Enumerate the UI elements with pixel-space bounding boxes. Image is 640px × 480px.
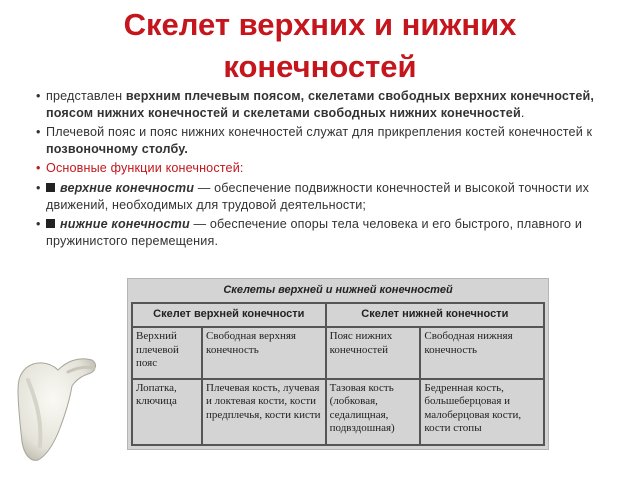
bullet-lower-limbs: • нижние конечности — обеспечение опоры тела человека и его быстрого, плавного и пружинистого перемещения. [36,217,583,248]
bullet-composition: • представлен верхним плечевым поясом, скелетами свободных верхних конечностей, поясом нижних конечностей и скелетами свободных нижних конечностей. [36,89,595,120]
table-cell: Тазовая кость (лобковая, седалищная, подвздошная) [326,379,421,445]
bullet-dot-icon: • [36,125,41,140]
table-row [132,379,544,445]
bullet-dot-icon: • [36,89,41,103]
bullet-dot-icon: • [36,161,41,176]
table-cell: Свободная нижняя конечность [420,327,544,378]
bullet-dot-icon: • [36,180,41,195]
table-cell: Свободная верхняя конечность [202,327,326,378]
table-header-lower: Скелет нижней конечности [326,303,544,327]
table-header-upper: Скелет верхней конечности [132,303,326,327]
table-header-row [132,303,544,327]
title-line-2: конечностей [223,49,417,84]
bullet-functions-heading: • Основные функции конечностей: [36,161,244,176]
table-caption: Скелеты верхней и нижней конечностей [223,284,453,296]
table-cell: Верхний плечевой пояс [132,327,202,378]
table-cell: Пояс нижних конечностей [326,327,421,378]
square-marker-icon [46,219,55,228]
scapula-bone-illustration [6,350,102,465]
table-row [132,327,544,378]
square-marker-icon [46,183,55,192]
page-title [0,4,640,88]
bullet-list [36,88,596,252]
bullet-upper-limbs: • верхние конечности — обеспечение подвижности конечностей и высокой точности их движений, необходимых для трудовой деятельности; [36,180,590,212]
limb-skeleton-table-image [127,278,549,450]
limb-skeleton-table [131,302,545,446]
title-line-1: Скелет верхних и нижних [123,7,517,42]
table-cell: Лопатка, ключица [132,379,202,445]
table-cell: Плечевая кость, лучевая и локтевая кости, кости предплечья, кости кисти [202,379,326,445]
table-cell: Бедренная кость, большеберцовая и малоберцовая кости, кости стопы [420,379,544,445]
bullet-girdles: • Плечевой пояс и пояс нижних конечностей служат для прикрепления костей конечностей к позвоночному столбу. [36,125,593,156]
bullet-dot-icon: • [36,217,41,232]
scapula-body [18,359,95,461]
